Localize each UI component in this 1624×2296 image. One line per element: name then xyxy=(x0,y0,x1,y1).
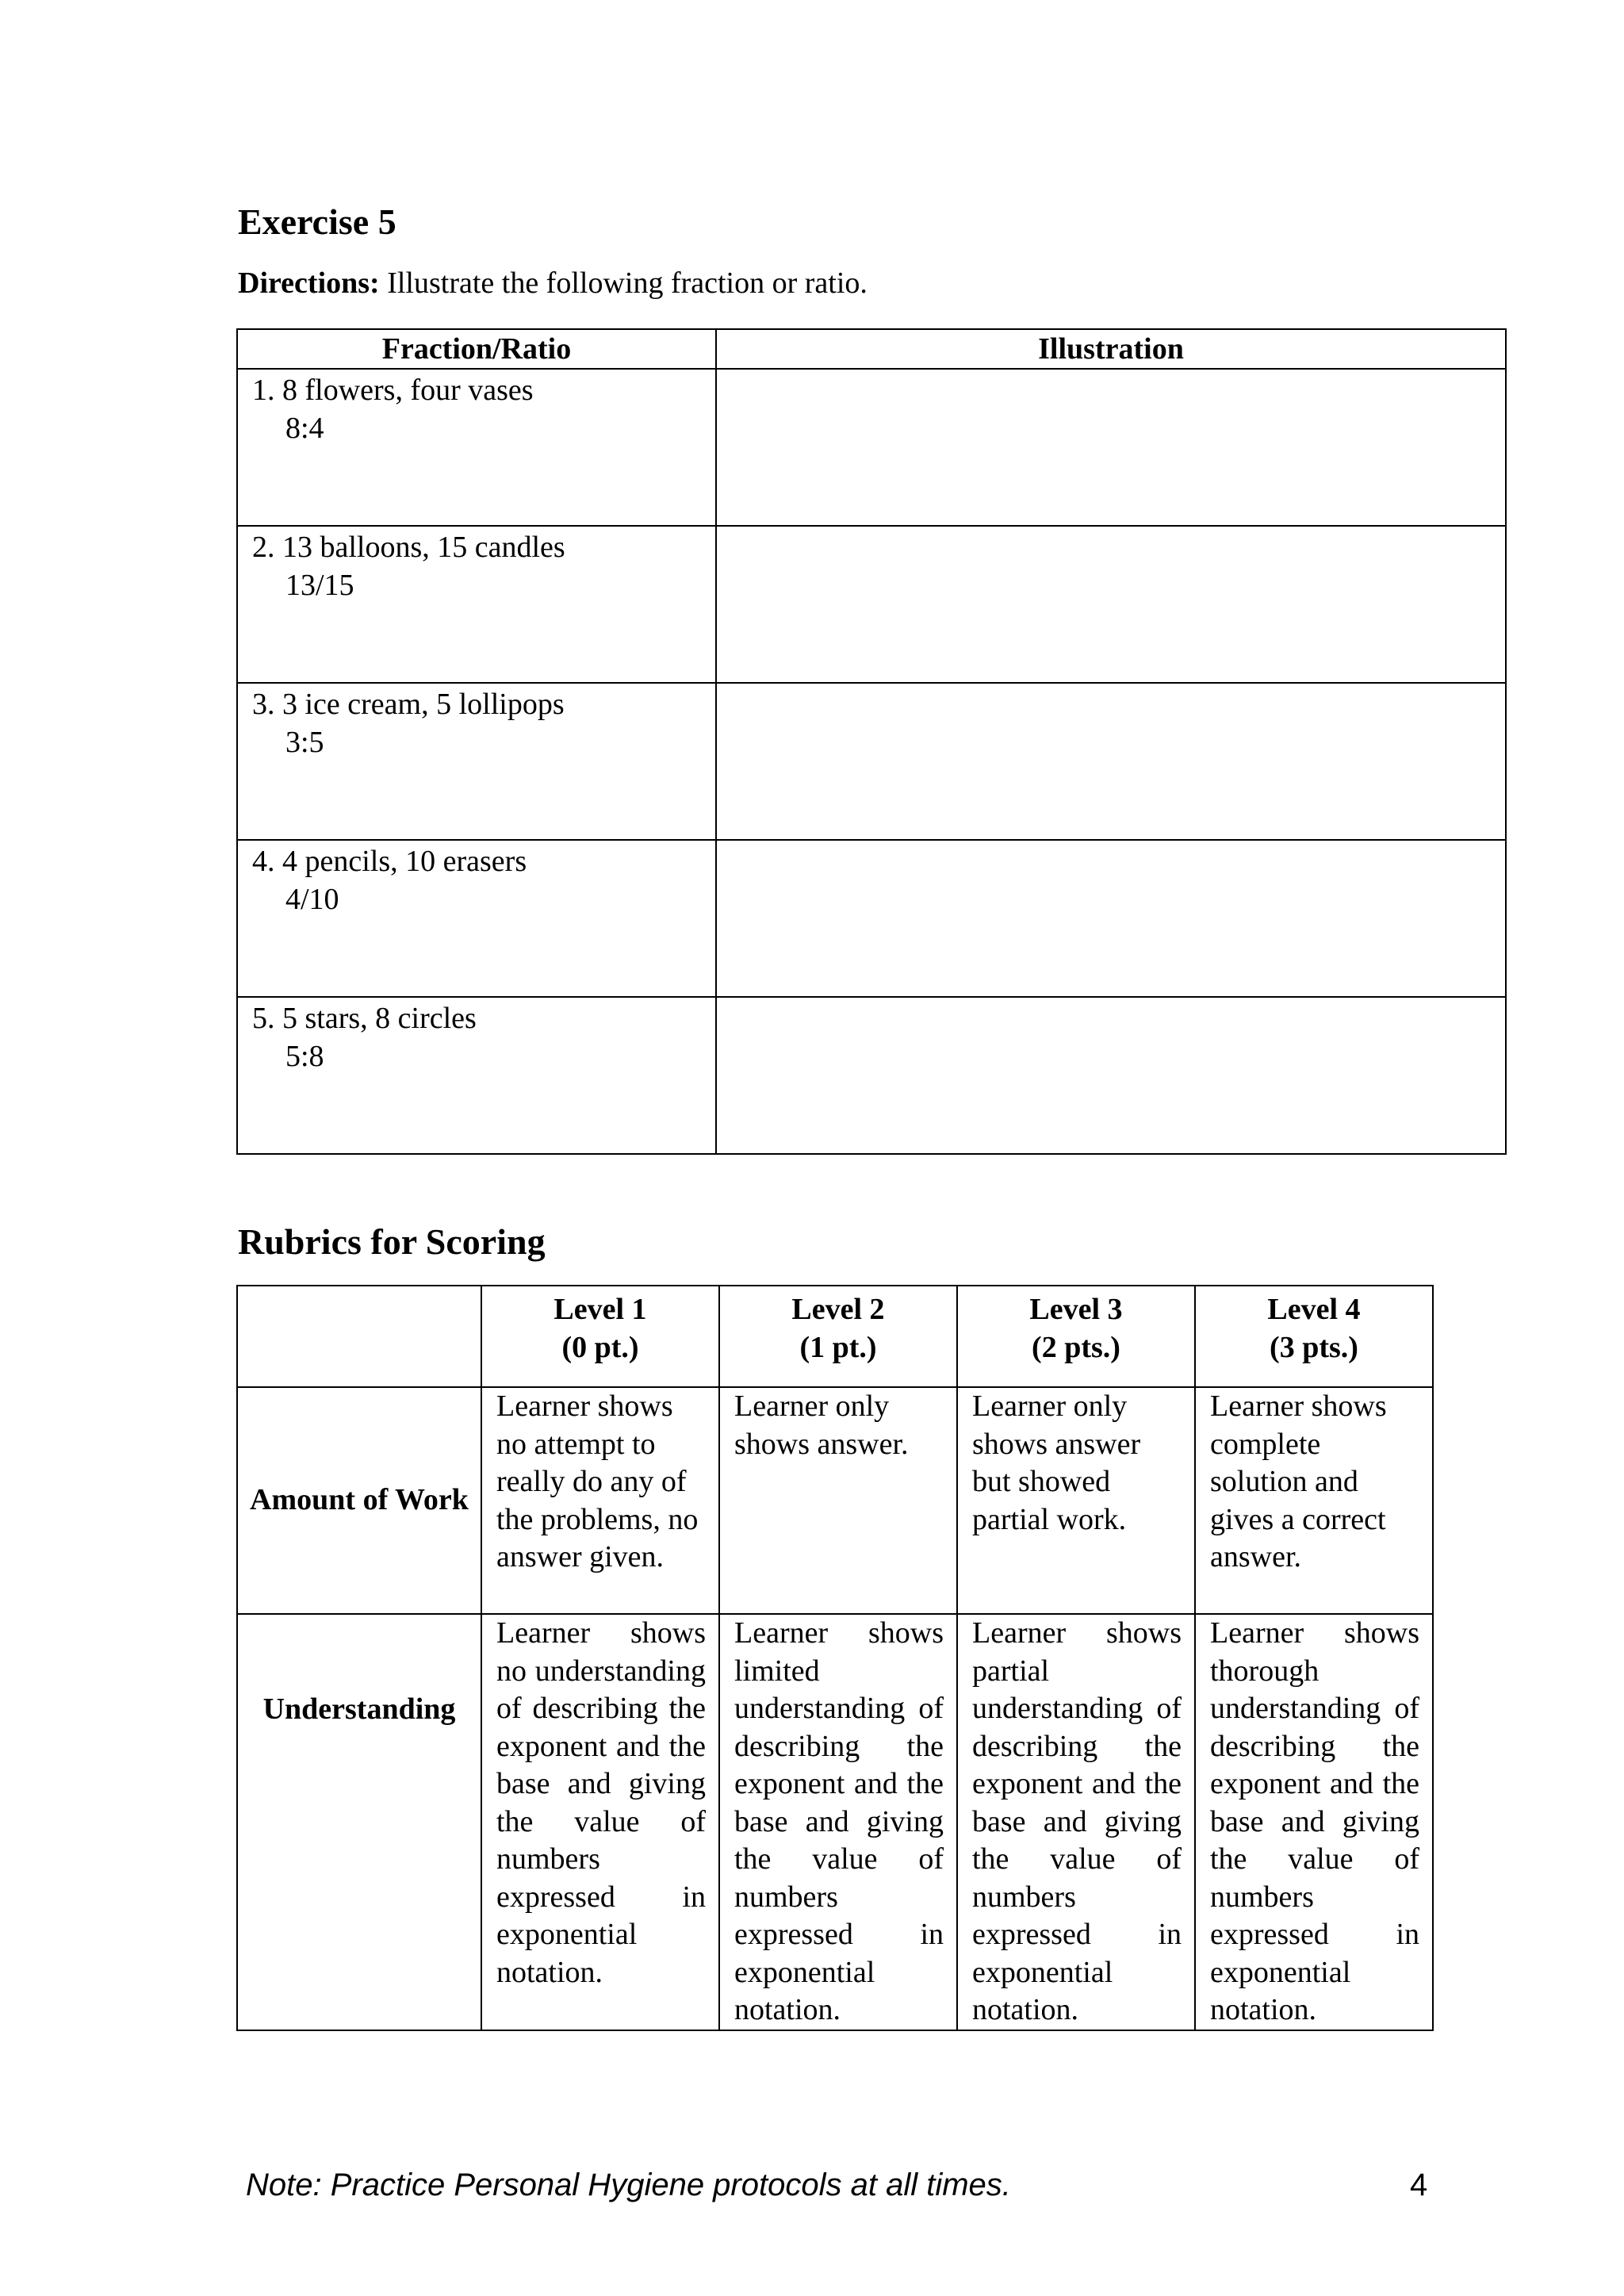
item-value: 4/10 xyxy=(285,883,339,916)
directions-text: Illustrate the following fraction or ratio. xyxy=(379,266,868,300)
item-3-cell xyxy=(237,683,716,840)
rubrics-table xyxy=(236,1285,1434,2031)
item-5-cell xyxy=(237,997,716,1154)
item-value: 8:4 xyxy=(285,412,324,445)
rubric-cell: Learner shows no attempt to really do any of the problems, no answer given. xyxy=(481,1387,719,1614)
table-row xyxy=(237,683,1506,840)
exercise-title: Exercise 5 xyxy=(238,201,396,242)
level-3-header xyxy=(957,1286,1195,1387)
row-label-amount-of-work: Amount of Work xyxy=(237,1387,481,1614)
table-row xyxy=(237,1614,1433,2030)
table-row xyxy=(237,997,1506,1154)
footer-note: Note: Practice Personal Hygiene protocols at all times. xyxy=(246,2168,1011,2202)
table-row xyxy=(237,840,1506,997)
level-1-header xyxy=(481,1286,719,1387)
page-number: 4 xyxy=(1410,2168,1428,2202)
item-label: 3. 3 ice cream, 5 lollipops xyxy=(252,688,565,721)
illustration-box-4[interactable] xyxy=(716,840,1506,997)
rubric-cell: Learner shows limited understanding of describing the exponent and the base and giving the value of numbers expressed in exponential notation. xyxy=(719,1614,957,2030)
rubric-cell: Learner shows no understanding of describing the exponent and the base and giving the value of numbers expressed in exponential notation. xyxy=(481,1614,719,2030)
illustration-box-5[interactable] xyxy=(716,997,1506,1154)
exercise-table-header xyxy=(237,329,1506,369)
rubric-cell: Learner only shows answer. xyxy=(719,1387,957,1614)
item-value: 13/15 xyxy=(285,569,354,602)
item-4-cell xyxy=(237,840,716,997)
rubrics-title: Rubrics for Scoring xyxy=(238,1221,546,1262)
rubrics-header-row xyxy=(237,1286,1433,1387)
directions xyxy=(238,263,868,303)
level-name: Level 4 xyxy=(1267,1293,1361,1326)
table-row xyxy=(237,1387,1433,1614)
rubric-cell: Learner shows complete solution and gives a correct answer. xyxy=(1195,1387,1433,1614)
item-2-cell xyxy=(237,526,716,683)
item-label: 1. 8 flowers, four vases xyxy=(252,374,534,407)
item-label: 5. 5 stars, 8 circles xyxy=(252,1002,477,1035)
row-label-understanding: Understanding xyxy=(237,1614,481,2030)
rubric-cell: Learner shows partial understanding of describing the exponent and the base and giving the value of numbers expressed in exponential notation. xyxy=(957,1614,1195,2030)
item-value: 3:5 xyxy=(285,726,324,759)
rubric-cell: Learner only shows answer but showed partial work. xyxy=(957,1387,1195,1614)
level-2-header xyxy=(719,1286,957,1387)
item-label: 2. 13 balloons, 15 candles xyxy=(252,531,565,564)
level-points: (2 pts.) xyxy=(1032,1330,1120,1364)
table-row xyxy=(237,369,1506,526)
illustration-box-3[interactable] xyxy=(716,683,1506,840)
item-value: 5:8 xyxy=(285,1040,324,1073)
illustration-box-1[interactable] xyxy=(716,369,1506,526)
directions-label: Directions: xyxy=(238,266,380,300)
level-points: (3 pts.) xyxy=(1270,1330,1358,1364)
level-name: Level 1 xyxy=(553,1293,647,1326)
header-illustration: Illustration xyxy=(716,329,1506,369)
level-4-header xyxy=(1195,1286,1433,1387)
item-1-cell xyxy=(237,369,716,526)
header-fraction-ratio: Fraction/Ratio xyxy=(237,329,716,369)
level-points: (0 pt.) xyxy=(561,1330,639,1364)
exercise-table xyxy=(236,328,1507,1155)
level-points: (1 pt.) xyxy=(799,1330,877,1364)
table-row xyxy=(237,526,1506,683)
illustration-box-2[interactable] xyxy=(716,526,1506,683)
empty-corner-cell xyxy=(237,1286,481,1387)
level-name: Level 2 xyxy=(791,1293,885,1326)
rubric-cell: Learner shows thorough understanding of describing the exponent and the base and giving the value of numbers expressed in exponential notation. xyxy=(1195,1614,1433,2030)
item-label: 4. 4 pencils, 10 erasers xyxy=(252,845,527,878)
level-name: Level 3 xyxy=(1029,1293,1123,1326)
